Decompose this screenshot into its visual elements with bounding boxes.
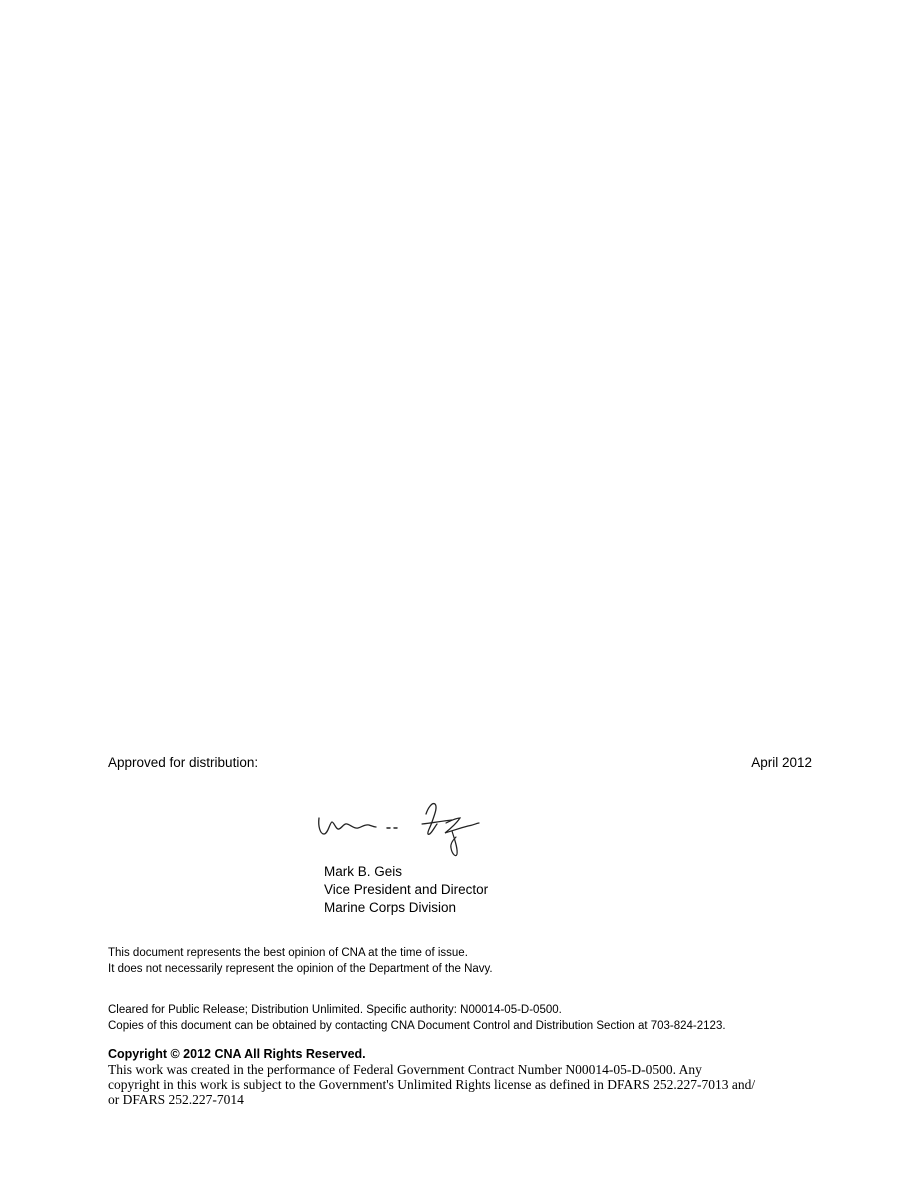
signer-name: Mark B. Geis [324,864,403,879]
copyright-line: or DFARS 252.227-7014 [108,1092,244,1107]
signer-block [324,863,488,917]
release-line: Cleared for Public Release; Distribution Unlimited. Specific authority: N00014-05-D-0500. [108,1004,562,1016]
copyright-line: copyright in this work is subject to the Government's Unlimited Rights license as defined in DFARS 252.227-7013 and/ [108,1077,756,1092]
copyright-block [108,1047,820,1107]
approval-label: Approved for distribution: [108,755,259,770]
copyright-title: Copyright © 2012 CNA All Rights Reserved. [108,1047,366,1061]
signature-image [314,796,484,858]
release-line: Copies of this document can be obtained by contacting CNA Document Control and Distribution Section at 703-824-2123. [108,1020,726,1032]
opinion-line: This document represents the best opinion of CNA at the time of issue. [108,947,468,959]
signer-title: Vice President and Director [324,882,489,897]
opinion-line: It does not necessarily represent the opinion of the Department of the Navy. [108,963,493,975]
signer-division: Marine Corps Division [324,900,457,915]
opinion-disclaimer [108,945,493,977]
release-statement [108,1002,726,1034]
approval-row [108,755,812,771]
approval-date: April 2012 [751,755,812,770]
copyright-line: This work was created in the performance of Federal Government Contract Number N00014-05-D-0500. Any [108,1062,702,1077]
